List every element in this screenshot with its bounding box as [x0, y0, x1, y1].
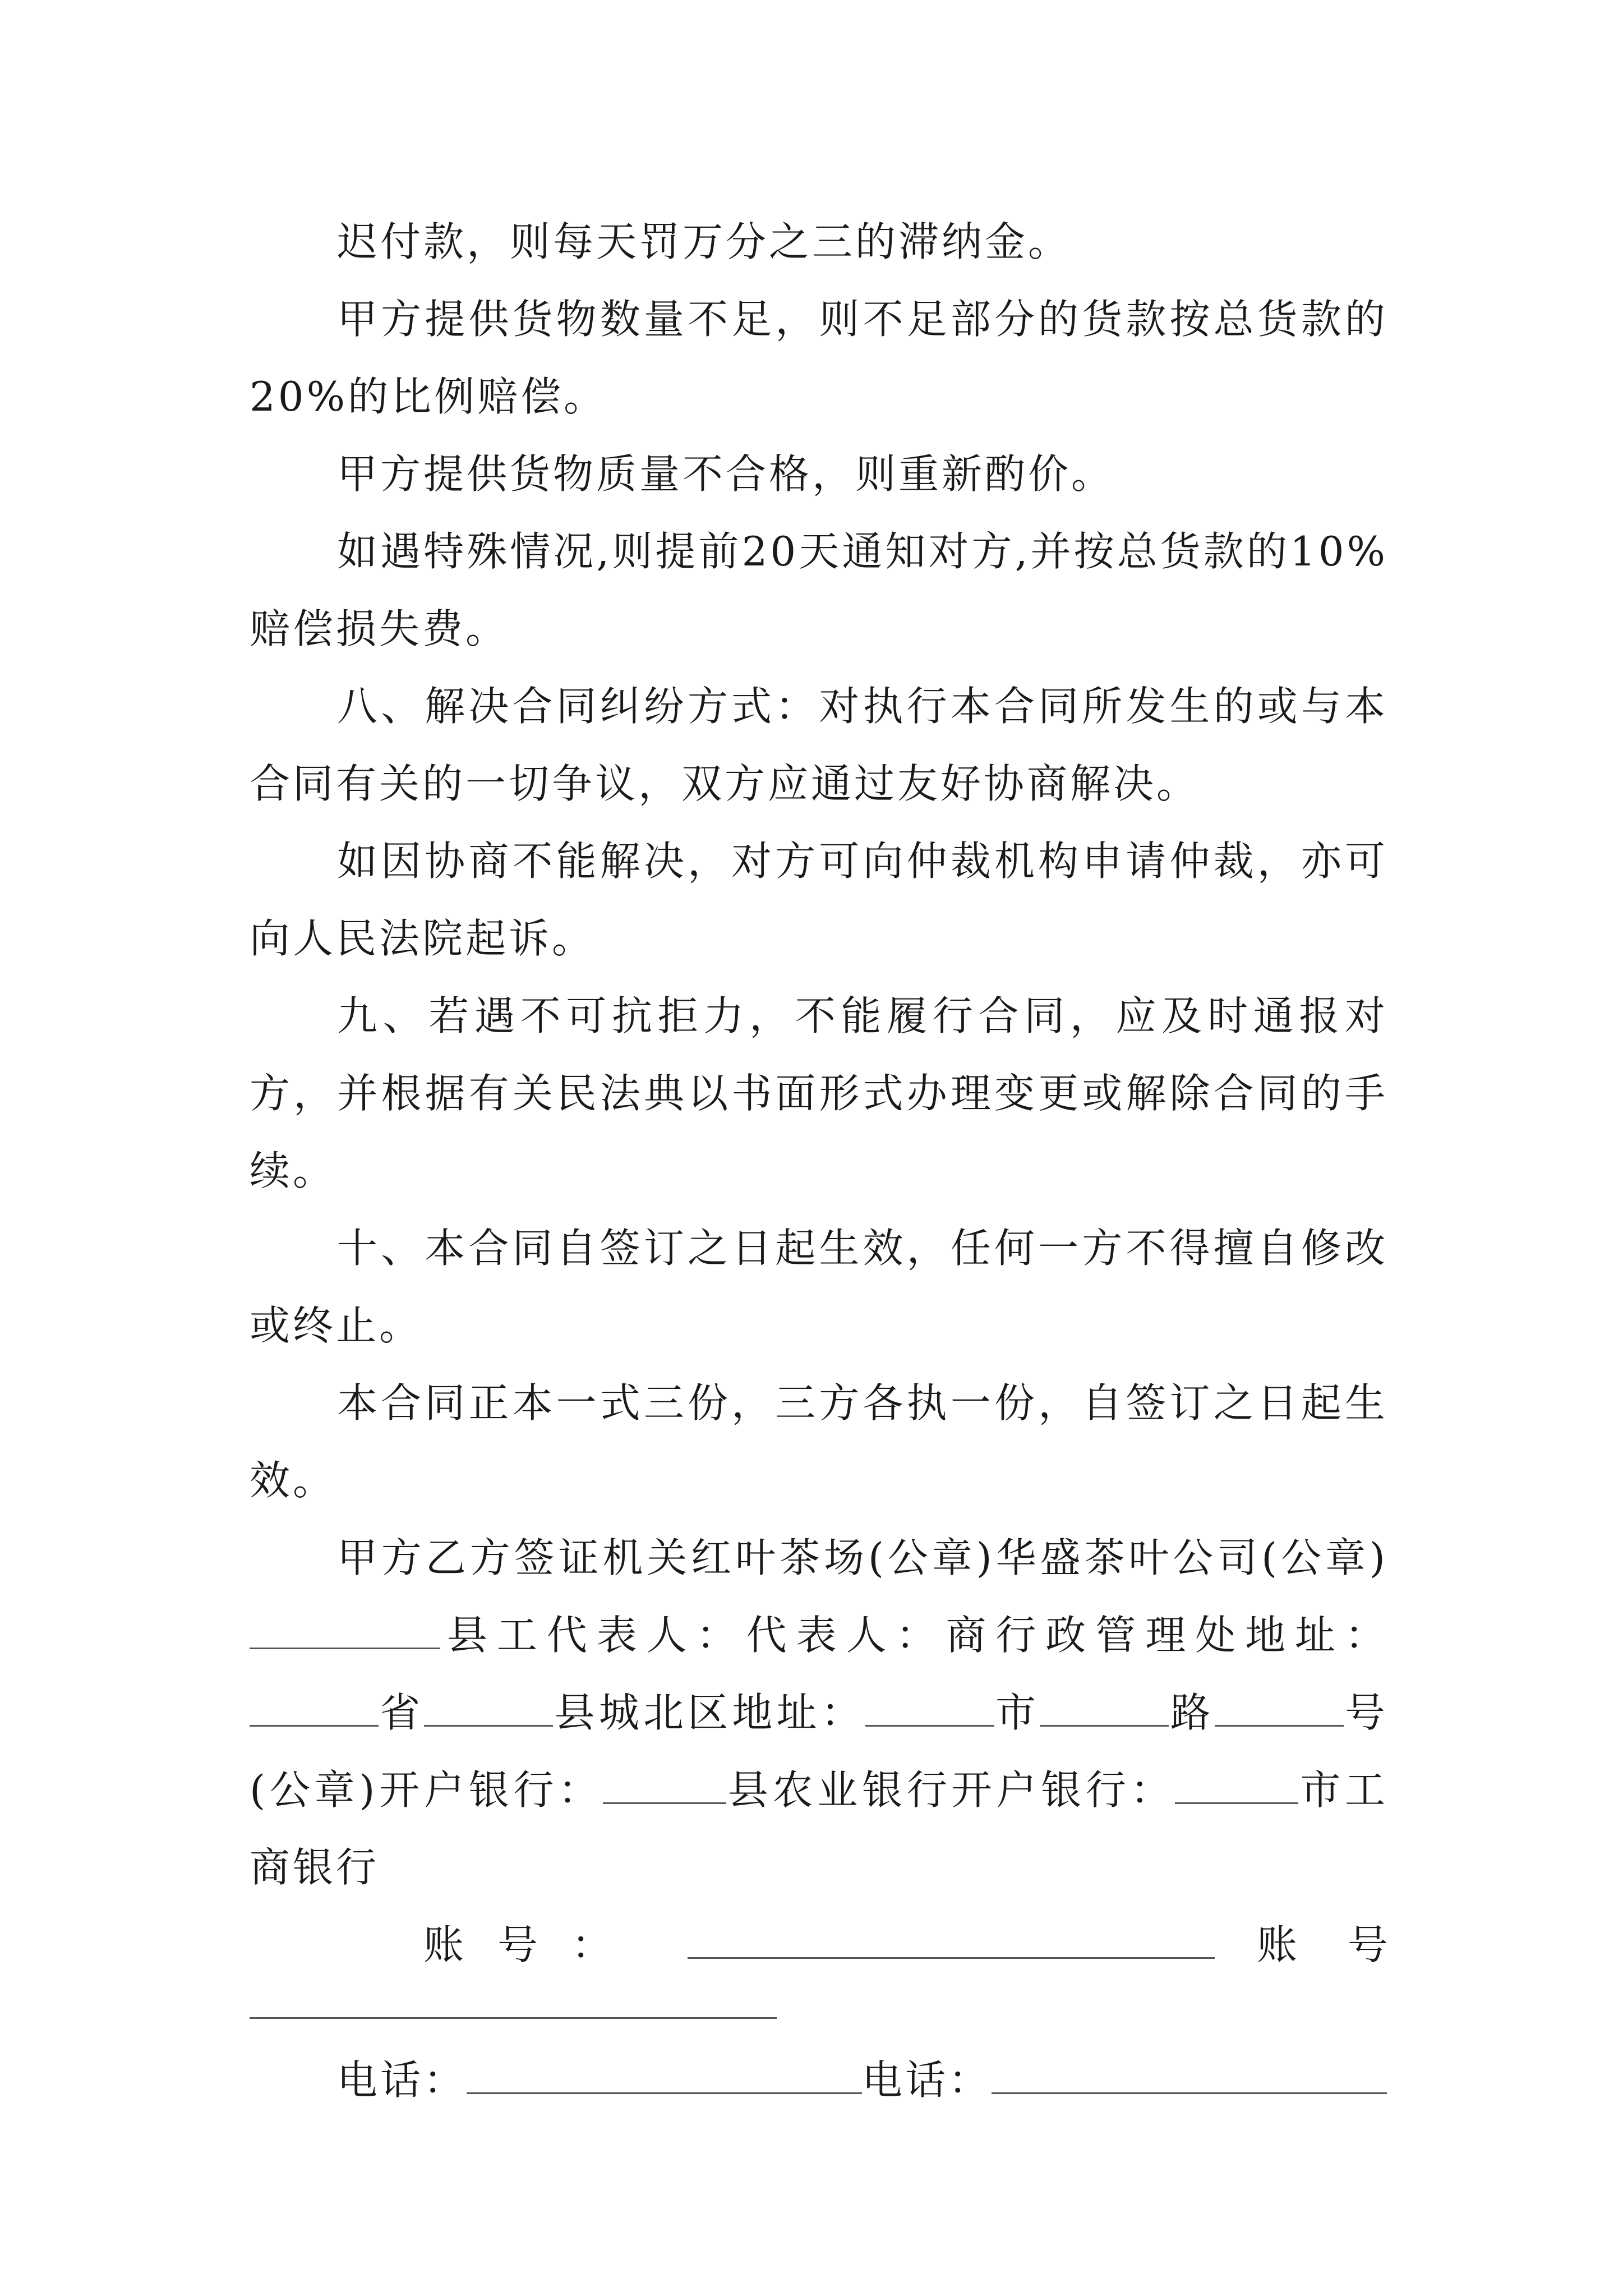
signature-bank-2: 市工商银行	[250, 1766, 1388, 1891]
paragraph-special-circumstances: 如遇特殊情况,则提前20天通知对方,并按总货款的10%赔偿损失费。	[250, 528, 1388, 652]
blank-line	[1040, 1692, 1169, 1727]
signature-block	[250, 1519, 1388, 1906]
blank-line	[1175, 1770, 1298, 1804]
phone-blank-right	[992, 2061, 1387, 2094]
signature-representatives: 县工代表人：代表人：商行政管理处地址：	[440, 1612, 1388, 1659]
blank-line	[424, 1692, 553, 1727]
paragraph-quality: 甲方提供货物质量不合格，则重新酌价。	[337, 450, 1115, 498]
account-label-right: 账号	[1256, 1921, 1438, 1968]
signature-city: 市	[994, 1689, 1040, 1736]
paragraph-force-majeure: 九、若遇不可抗拒力，不能履行合同，应及时通报对方，并根据有关民法典以书面形式办理变更或解除合同的手续。	[250, 992, 1388, 1194]
blank-line	[250, 1692, 379, 1727]
phone-label-left: 电话：	[337, 2056, 467, 2104]
account-label-left: 账号：	[423, 1921, 646, 1968]
blank-line	[1215, 1692, 1344, 1727]
phone-blank-left	[467, 2061, 862, 2094]
signature-parties: 甲方乙方签证机关红叶茶场(公章)华盛茶叶公司(公章)	[337, 1534, 1388, 1581]
paragraph-arbitration: 如因协商不能解决，对方可向仲裁机构申请仲裁，亦可向人民法院起诉。	[250, 838, 1388, 962]
signature-province: 省	[379, 1689, 425, 1736]
paragraph-dispute-resolution: 八、解决合同纠纷方式：对执行本合同所发生的或与本合同有关的一切争议，双方应通过友好协商解决。	[250, 683, 1388, 807]
blank-line	[250, 1615, 440, 1649]
signature-bank-label: (公章)开户银行：	[250, 1766, 603, 1814]
account-line	[250, 1906, 1438, 1984]
signature-number: 号	[1343, 1689, 1388, 1736]
blank-line	[603, 1770, 726, 1804]
paragraph-quantity-shortage: 甲方提供货物数量不足，则不足部分的货款按总货款的20%的比例赔偿。	[250, 296, 1388, 420]
signature-bank-1: 县农业银行开户银行：	[726, 1766, 1175, 1814]
signature-road: 路	[1169, 1689, 1215, 1736]
blank-line	[865, 1692, 994, 1727]
paragraph-effective-date: 十、本合同自签订之日起生效，任何一方不得擅自修改或终止。	[250, 1225, 1388, 1349]
account-blank-right	[250, 1984, 777, 2019]
document-body	[250, 203, 1438, 2119]
paragraph-copies: 本合同正本一式三份，三方各执一份，自签订之日起生效。	[250, 1379, 1388, 1504]
phone-line	[250, 2041, 1388, 2119]
signature-county-address: 县城北区地址：	[553, 1689, 865, 1736]
paragraph-late-payment: 迟付款，则每天罚万分之三的滞纳金。	[337, 218, 1072, 265]
account-blank-left	[688, 1926, 1215, 1959]
phone-label-right: 电话：	[862, 2056, 992, 2104]
